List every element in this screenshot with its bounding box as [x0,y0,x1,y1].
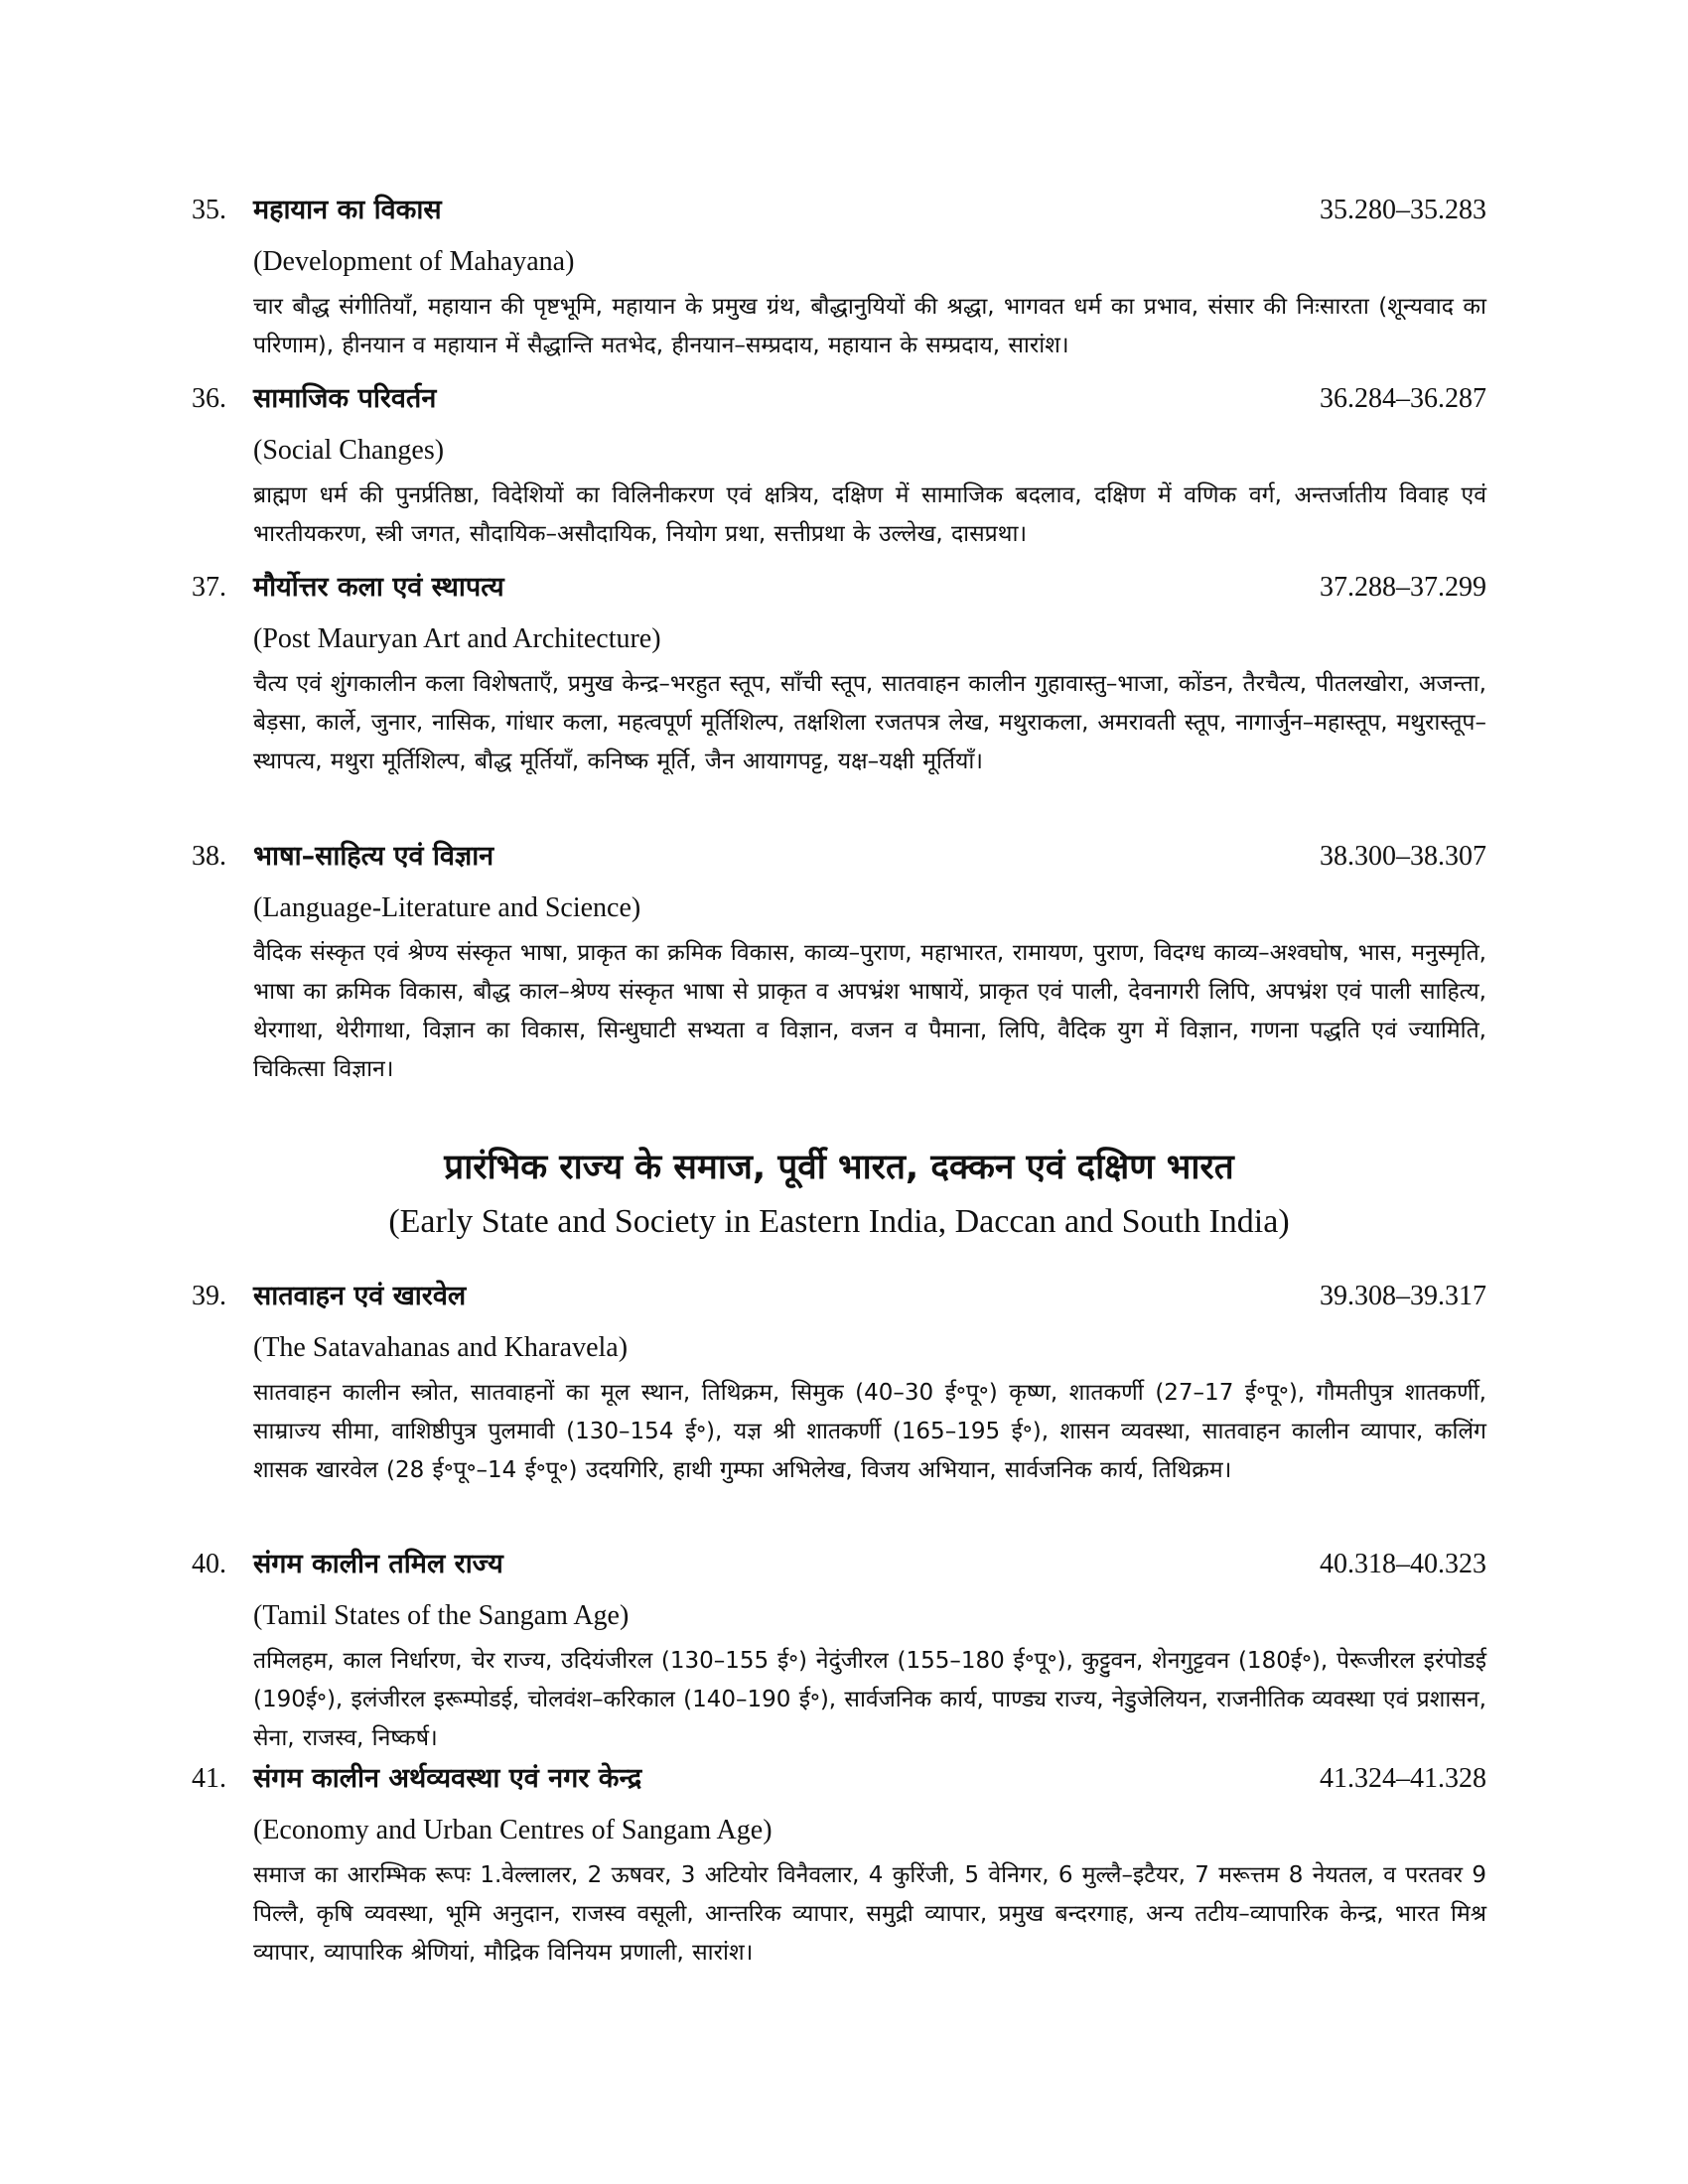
entry-page-range: 37.288–37.299 [1320,572,1486,603]
entry-number: 37. [192,572,226,603]
toc-entry-35 [192,191,1486,365]
entry-title-english: (Development of Mahayana) [253,246,575,277]
entry-title-hindi: भाषा–साहित्य एवं विज्ञान [253,841,494,872]
entry-title-english: (The Satavahanas and Kharavela) [253,1332,629,1363]
entry-title-english: (Tamil States of the Sangam Age) [253,1600,630,1631]
entry-heading [192,1277,1486,1316]
entry-title-hindi: सामाजिक परिवर्तन [253,383,437,414]
entry-page-range: 41.324–41.328 [1320,1763,1486,1794]
entry-description: ब्राह्मण धर्म की पुनर्प्रतिष्ठा, विदेशियों का विलिनीकरण एवं क्षत्रिय, दक्षिण में सामाजिक बदलाव, दक्षिण में वणिक वर्ग, अन्तर्जातीय विवाह एवं भारतीयकरण, स्त्री जगत, सौदायिक–असौदायिक, नियोग प्रथा, सत्तीप्रथा के उल्लेख, दासप्रथा। [253,482,1486,547]
entry-title-english: (Post Mauryan Art and Architecture) [253,623,661,654]
entry-title-hindi: संगम कालीन अर्थव्यवस्था एवं नगर केन्द्र [253,1763,642,1794]
toc-entry-37 [192,568,1486,781]
entry-page-range: 38.300–38.307 [1320,841,1486,872]
entry-heading [192,837,1486,877]
entry-description: सातवाहन कालीन स्त्रोत, सातवाहनों का मूल स्थान, तिथिक्रम, सिमुक (40–30 ई॰पू॰) कृष्ण, शातकर्णी (27–17 ई॰पू॰), गौमतीपुत्र शातकर्णी, साम्राज्य सीमा, वाशिष्ठीपुत्र पुलमावी (130–154 ई॰), यज्ञ श्री शातकर्णी (165–195 ई॰), शासन व्यवस्था, सातवाहन कालीन व्यापार, कलिंग शासक खारवेल (28 ई॰पू॰–14 ई॰पू॰) उदयगिरि, हाथी गुम्फा अभिलेख, विजय अभियान, सार्वजनिक कार्य, तिथिक्रम। [253,1380,1486,1483]
section-title-english: (Early State and Society in Eastern India, Daccan and South India) [388,1203,1290,1240]
entry-number: 39. [192,1281,226,1311]
entry-title-hindi: सातवाहन एवं खारवेल [253,1281,467,1311]
entry-heading [192,568,1486,608]
entry-heading [192,379,1486,419]
toc-entry-36 [192,379,1486,554]
entry-title-hindi: मौर्योत्तर कला एवं स्थापत्य [253,572,504,603]
toc-entry-39 [192,1277,1486,1490]
toc-entry-41 [192,1759,1486,1973]
entry-number: 40. [192,1549,226,1579]
entry-number: 35. [192,195,226,225]
entry-page-range: 35.280–35.283 [1320,195,1486,225]
entry-number: 36. [192,383,226,414]
entry-description: समाज का आरम्भिक रूपः 1.वेल्लालर, 2 ऊषवर, 3 अटियोर विनैवलार, 4 कुरिंजी, 5 वेनिगर, 6 मुल्लै–इटैयर, 7 मरूत्तम 8 नेयतल, व परतवर 9 पिल्लै, कृषि व्यवस्था, भूमि अनुदान, राजस्व वसूली, आन्तरिक व्यापार, समुद्री व्यापार, प्रमुख बन्दरगाह, अन्य तटीय–व्यापारिक केन्द्र, भारत मिश्र व्यापार, व्यापारिक श्रेणियां, मौद्रिक विनियम प्रणाली, सारांश। [253,1862,1486,1966]
entry-page-range: 40.318–40.323 [1320,1549,1486,1579]
entry-title-hindi: महायान का विकास [253,195,442,225]
entry-title-hindi: संगम कालीन तमिल राज्य [253,1549,503,1579]
entry-description: चार बौद्ध संगीतियाँ, महायान की पृष्टभूमि, महायान के प्रमुख ग्रंथ, बौद्धानुयियों की श्रद्धा, भागवत धर्म का प्रभाव, संसार की निःसारता (शून्यवाद का परिणाम), हीनयान व महायान में सैद्धान्ति मतभेद, हीनयान–सम्प्रदाय, महायान के सम्प्रदाय, सारांश। [253,294,1486,358]
entry-description: वैदिक संस्कृत एवं श्रेण्य संस्कृत भाषा, प्राकृत का क्रमिक विकास, काव्य–पुराण, महाभारत, रामायण, पुराण, विदग्ध काव्य–अश्वघोष, भास, मनुस्मृति, भाषा का क्रमिक विकास, बौद्ध काल–श्रेण्य संस्कृत भाषा से प्राकृत व अपभ्रंश भाषायें, प्राकृत एवं पाली, देवनागरी लिपि, अपभ्रंश एवं पाली साहित्य, थेरगाथा, थेरीगाथा, विज्ञान का विकास, सिन्धुघाटी सभ्यता व विज्ञान, वजन व पैमाना, लिपि, वैदिक युग में विज्ञान, गणना पद्धति एवं ज्यामिति, चिकित्सा विज्ञान। [253,940,1486,1082]
entry-heading [192,1545,1486,1584]
entry-page-range: 36.284–36.287 [1320,383,1486,414]
entry-number: 41. [192,1763,226,1794]
entry-heading [192,191,1486,230]
section-heading [192,1140,1486,1247]
entry-title-english: (Social Changes) [253,435,445,466]
entry-title-english: (Language-Literature and Science) [253,892,641,923]
toc-entry-40 [192,1545,1486,1758]
section-title-hindi: प्रारंभिक राज्य के समाज, पूर्वी भारत, दक्कन एवं दक्षिण भारत [444,1148,1234,1187]
toc-entry-38 [192,837,1486,1089]
entry-description: चैत्य एवं शुंगकालीन कला विशेषताएँ, प्रमुख केन्द्र–भरहुत स्तूप, साँची स्तूप, सातवाहन कालीन गुहावास्तु–भाजा, कोंडन, तैरचैत्य, पीतलखोरा, अजन्ता, बेड़सा, कार्ले, जुनार, नासिक, गांधार कला, महत्वपूर्ण मूर्तिशिल्प, तक्षशिला रजतपत्र लेख, मथुराकला, अमरावती स्तूप, नागार्जुन–महास्तूप, मथुरास्तूप–स्थापत्य, मथुरा मूर्तिशिल्प, बौद्ध मूर्तियाँ, कनिष्क मूर्ति, जैन आयागपट्ट, यक्ष–यक्षी मूर्तियाँ। [253,671,1486,774]
entry-title-english: (Economy and Urban Centres of Sangam Age) [253,1815,773,1845]
entry-number: 38. [192,841,226,872]
entry-page-range: 39.308–39.317 [1320,1281,1486,1311]
entry-description: तमिलहम, काल निर्धारण, चेर राज्य, उदियंजीरल (130–155 ई॰) नेदुंजीरल (155–180 ई॰पू॰), कुट्टुवन, शेनगुट्टवन (180ई॰), पेरूजीरल इरंपोडई (190ई॰), इलंजीरल इरूम्पोडई, चोलवंश–करिकाल (140–190 ई॰), सार्वजनिक कार्य, पाण्ड्य राज्य, नेडुजेलियन, राजनीतिक व्यवस्था एवं प्रशासन, सेना, राजस्व, निष्कर्ष। [253,1648,1486,1751]
entry-heading [192,1759,1486,1799]
